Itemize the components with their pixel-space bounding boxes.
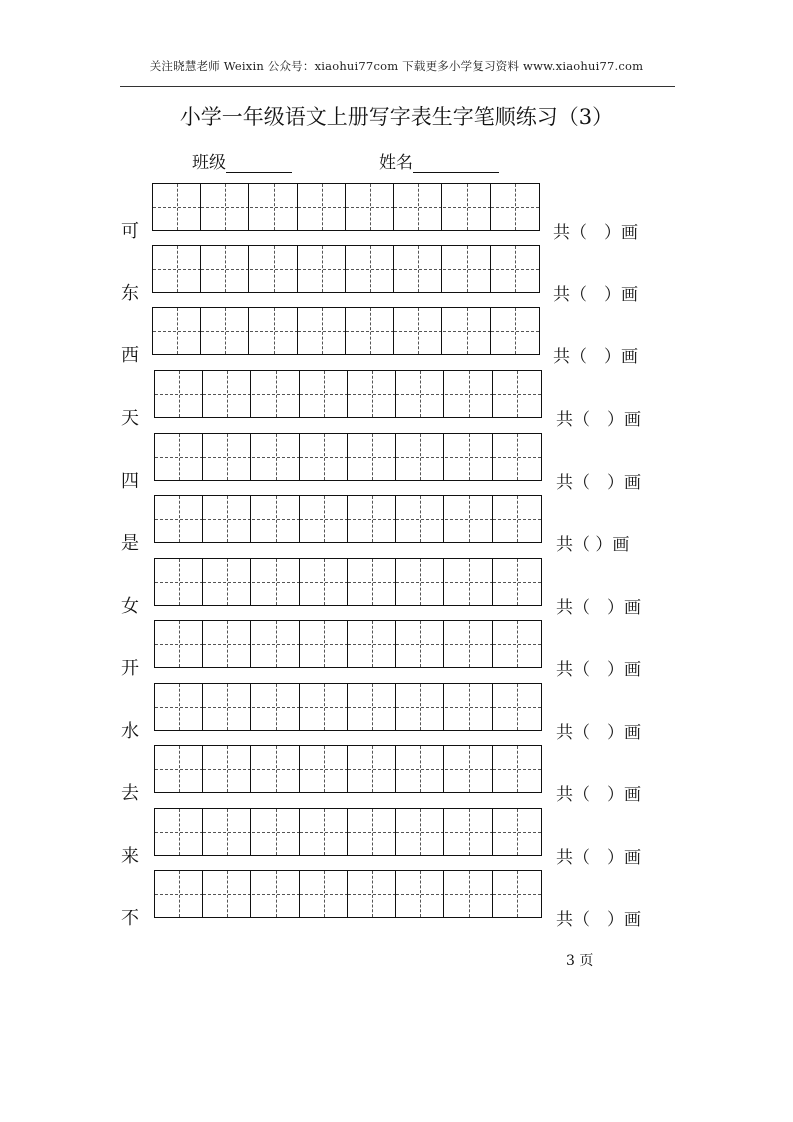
practice-row (0, 370, 793, 432)
writing-cell[interactable] (493, 684, 541, 730)
name-input-line[interactable] (413, 154, 499, 173)
writing-cell[interactable] (445, 871, 493, 917)
stroke-count: 共（ ）画 (553, 285, 638, 305)
writing-cell[interactable] (298, 246, 346, 292)
practice-row (0, 495, 793, 557)
writing-cell[interactable] (252, 371, 300, 417)
writing-cell[interactable] (155, 871, 203, 917)
stroke-count: 共（ ）画 (556, 473, 641, 493)
stroke-count: 共（ ）画 (556, 848, 641, 868)
row-character: 女 (121, 596, 139, 617)
page-title: 小学一年级语文上册写字表生字笔顺练习（3） (179, 105, 614, 129)
writing-cell[interactable] (348, 746, 396, 792)
writing-cell[interactable] (153, 246, 201, 292)
stroke-count: 共（ ）画 (556, 910, 641, 930)
practice-row (0, 745, 793, 807)
writing-cell[interactable] (445, 684, 493, 730)
row-character: 水 (121, 721, 139, 742)
writing-cell[interactable] (252, 684, 300, 730)
practice-row (0, 558, 793, 620)
writing-cell[interactable] (396, 371, 444, 417)
writing-cell[interactable] (493, 871, 541, 917)
page-number: 3 页 (566, 953, 594, 969)
writing-cell[interactable] (155, 434, 203, 480)
writing-cell[interactable] (394, 308, 442, 354)
writing-cell[interactable] (346, 246, 394, 292)
class-field (192, 148, 292, 173)
writing-cell[interactable] (203, 496, 251, 542)
writing-cell[interactable] (300, 809, 348, 855)
practice-row (0, 183, 793, 245)
writing-grid (154, 683, 542, 730)
writing-cell[interactable] (445, 621, 493, 667)
stroke-count: 共（ ）画 (556, 660, 641, 680)
writing-cell[interactable] (201, 246, 249, 292)
writing-cell[interactable] (155, 809, 203, 855)
writing-cell[interactable] (348, 871, 396, 917)
writing-cell[interactable] (203, 746, 251, 792)
writing-cell[interactable] (203, 559, 251, 605)
writing-cell[interactable] (300, 434, 348, 480)
writing-grid (152, 307, 540, 354)
writing-cell[interactable] (250, 184, 298, 230)
writing-cell[interactable] (348, 371, 396, 417)
writing-cell[interactable] (348, 434, 396, 480)
writing-cell[interactable] (300, 871, 348, 917)
writing-grid (154, 745, 542, 792)
writing-cell[interactable] (250, 246, 298, 292)
writing-cell[interactable] (445, 559, 493, 605)
writing-cell[interactable] (396, 434, 444, 480)
writing-cell[interactable] (252, 809, 300, 855)
writing-cell[interactable] (252, 746, 300, 792)
writing-cell[interactable] (300, 496, 348, 542)
writing-cell[interactable] (300, 684, 348, 730)
row-character: 去 (121, 783, 139, 804)
stroke-count: 共（ ）画 (556, 410, 641, 430)
writing-cell[interactable] (201, 308, 249, 354)
row-character: 是 (121, 533, 139, 554)
practice-row (0, 683, 793, 745)
stroke-count: 共（ ）画 (556, 785, 641, 805)
row-character: 开 (121, 658, 139, 679)
writing-cell[interactable] (203, 684, 251, 730)
writing-cell[interactable] (252, 559, 300, 605)
writing-cell[interactable] (155, 684, 203, 730)
row-character: 来 (121, 846, 139, 867)
writing-cell[interactable] (153, 308, 201, 354)
writing-cell[interactable] (493, 809, 541, 855)
writing-cell[interactable] (396, 684, 444, 730)
writing-cell[interactable] (155, 496, 203, 542)
writing-cell[interactable] (396, 621, 444, 667)
writing-cell[interactable] (493, 746, 541, 792)
stroke-count: 共（ ）画 (556, 535, 630, 555)
writing-cell[interactable] (493, 434, 541, 480)
writing-cell[interactable] (300, 371, 348, 417)
writing-cell[interactable] (298, 184, 346, 230)
writing-cell[interactable] (300, 621, 348, 667)
writing-grid (152, 245, 540, 292)
writing-cell[interactable] (445, 746, 493, 792)
writing-cell[interactable] (348, 684, 396, 730)
writing-cell[interactable] (348, 809, 396, 855)
row-character: 天 (121, 408, 139, 429)
writing-cell[interactable] (153, 184, 201, 230)
writing-cell[interactable] (155, 371, 203, 417)
row-character: 可 (121, 221, 139, 242)
class-label: 班级 (192, 153, 226, 173)
stroke-count: 共（ ）画 (556, 723, 641, 743)
writing-cell[interactable] (203, 809, 251, 855)
writing-cell[interactable] (493, 496, 541, 542)
writing-grid (154, 495, 542, 542)
writing-cell[interactable] (203, 371, 251, 417)
writing-cell[interactable] (252, 434, 300, 480)
writing-cell[interactable] (394, 184, 442, 230)
writing-cell[interactable] (252, 496, 300, 542)
writing-grid (154, 433, 542, 480)
practice-row (0, 433, 793, 495)
writing-cell[interactable] (396, 871, 444, 917)
writing-cell[interactable] (252, 871, 300, 917)
writing-cell[interactable] (396, 559, 444, 605)
stroke-count: 共（ ）画 (553, 223, 638, 243)
class-input-line[interactable] (226, 154, 292, 173)
writing-cell[interactable] (445, 371, 493, 417)
stroke-count: 共（ ）画 (553, 347, 638, 367)
practice-row (0, 307, 793, 369)
writing-cell[interactable] (348, 496, 396, 542)
name-label: 姓名 (379, 153, 413, 173)
writing-cell[interactable] (493, 371, 541, 417)
writing-cell[interactable] (346, 308, 394, 354)
writing-cell[interactable] (298, 308, 346, 354)
name-field (379, 148, 499, 173)
writing-cell[interactable] (155, 621, 203, 667)
writing-cell[interactable] (445, 496, 493, 542)
practice-row (0, 620, 793, 682)
writing-cell[interactable] (491, 184, 539, 230)
practice-row (0, 808, 793, 870)
writing-cell[interactable] (300, 559, 348, 605)
writing-grid (154, 370, 542, 417)
writing-cell[interactable] (396, 809, 444, 855)
writing-cell[interactable] (348, 559, 396, 605)
writing-cell[interactable] (252, 621, 300, 667)
writing-cell[interactable] (396, 746, 444, 792)
writing-cell[interactable] (491, 246, 539, 292)
writing-cell[interactable] (203, 621, 251, 667)
writing-grid (154, 870, 542, 917)
writing-cell[interactable] (443, 308, 491, 354)
practice-row (0, 245, 793, 307)
header-note: 关注晓慧老师 Weixin 公众号：xiaohui77com 下载更多小学复习资料 www.xiaohui77.com (149, 59, 644, 73)
row-character: 西 (121, 345, 139, 366)
row-character: 四 (121, 471, 139, 492)
writing-cell[interactable] (443, 246, 491, 292)
stroke-count: 共（ ）画 (556, 598, 641, 618)
writing-cell[interactable] (445, 809, 493, 855)
writing-cell[interactable] (445, 434, 493, 480)
writing-cell[interactable] (346, 184, 394, 230)
header-divider (120, 86, 675, 87)
row-character: 不 (121, 908, 139, 929)
writing-cell[interactable] (491, 308, 539, 354)
writing-grid (154, 620, 542, 667)
writing-grid (154, 808, 542, 855)
writing-cell[interactable] (493, 559, 541, 605)
practice-row (0, 870, 793, 932)
writing-cell[interactable] (394, 246, 442, 292)
writing-cell[interactable] (396, 496, 444, 542)
writing-cell[interactable] (201, 184, 249, 230)
writing-cell[interactable] (300, 746, 348, 792)
writing-cell[interactable] (155, 746, 203, 792)
row-character: 东 (121, 283, 139, 304)
writing-cell[interactable] (203, 434, 251, 480)
writing-cell[interactable] (443, 184, 491, 230)
writing-cell[interactable] (493, 621, 541, 667)
writing-grid (152, 183, 540, 230)
writing-cell[interactable] (348, 621, 396, 667)
writing-cell[interactable] (203, 871, 251, 917)
writing-cell[interactable] (250, 308, 298, 354)
writing-cell[interactable] (155, 559, 203, 605)
writing-grid (154, 558, 542, 605)
